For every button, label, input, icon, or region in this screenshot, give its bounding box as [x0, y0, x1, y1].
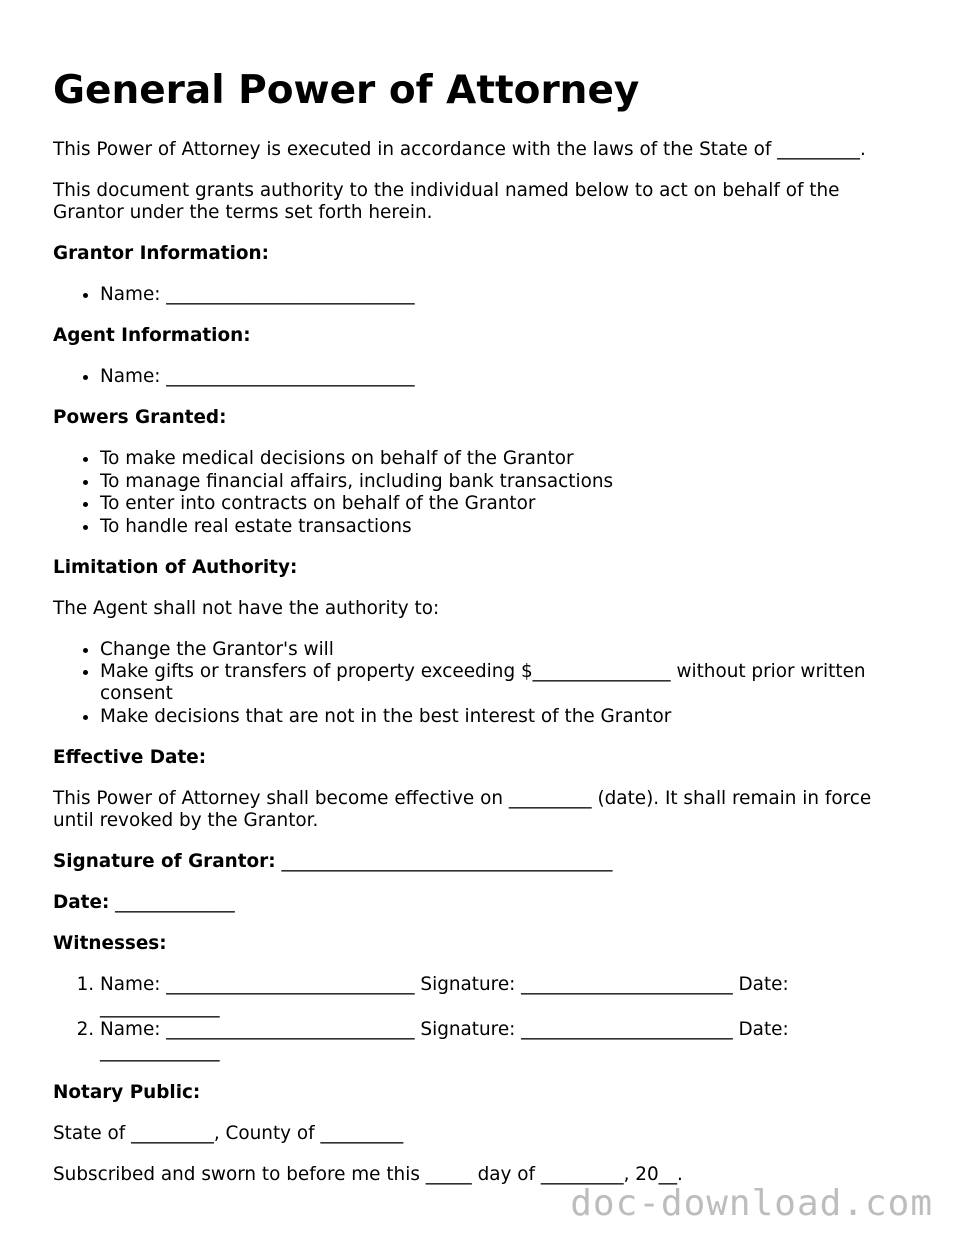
notary-sworn-statement: Subscribed and sworn to before me this _____ day of _________, 20__.	[53, 1164, 683, 1186]
witnesses-heading: Witnesses:	[53, 933, 167, 955]
signature-blank: ____________________________________	[281, 851, 613, 873]
intro-paragraph-authority: This document grants authority to the individual named below to act on behalf of the Grantor under the terms set forth herein.	[53, 180, 840, 224]
date-blank: _____________	[115, 892, 235, 914]
power-item-real-estate: • To handle real estate transactions	[100, 516, 913, 538]
power-item-financial: • To manage financial affairs, including bank transactions	[100, 471, 913, 493]
page-title: General Power of Attorney	[53, 68, 640, 113]
limitation-item-will: • Change the Grantor's will	[100, 639, 913, 661]
signature-label: Signature of Grantor:	[53, 851, 276, 873]
grantor-signature-line	[53, 851, 913, 873]
limitation-intro: The Agent shall not have the authority to:	[53, 597, 440, 619]
witness-item: 2. Name: ___________________________ Signature: _______________________ Date: _____________	[100, 1019, 913, 1064]
powers-heading: Powers Granted:	[53, 407, 227, 429]
watermark-logo: doc-download.com	[570, 1183, 933, 1224]
grantor-list	[53, 284, 913, 306]
notary-state-county: State of _________, County of _________	[53, 1123, 404, 1145]
intro-paragraph-state: This Power of Attorney is executed in accordance with the laws of the State of _________.	[53, 139, 866, 160]
limitation-list	[53, 639, 913, 729]
power-item-contracts: • To enter into contracts on behalf of the Grantor	[100, 493, 913, 515]
grantor-name-field: • Name: ___________________________	[100, 284, 913, 306]
grantor-date-line	[53, 892, 913, 914]
grantor-heading: Grantor Information:	[53, 243, 269, 265]
effective-heading: Effective Date:	[53, 746, 207, 768]
limitation-heading: Limitation of Authority:	[53, 556, 298, 578]
witnesses-list	[53, 974, 913, 1064]
notary-heading: Notary Public:	[53, 1082, 201, 1104]
agent-heading: Agent Information:	[53, 325, 251, 347]
effective-text: This Power of Attorney shall become effective on _________ (date). It shall remain in force until revoked by the Grantor.	[53, 787, 872, 832]
agent-name-field: • Name: ___________________________	[100, 366, 913, 388]
limitation-item-gifts: • Make gifts or transfers of property exceeding $_______________ without prior written consent	[100, 661, 913, 706]
document-body	[53, 139, 913, 1205]
power-item-medical: • To make medical decisions on behalf of the Grantor	[100, 448, 913, 470]
limitation-item-interest: • Make decisions that are not in the best interest of the Grantor	[100, 706, 913, 728]
powers-list	[53, 448, 913, 538]
agent-list	[53, 366, 913, 388]
witness-item: 1. Name: ___________________________ Signature: _______________________ Date: _____________	[100, 974, 913, 1019]
date-label: Date:	[53, 892, 110, 914]
